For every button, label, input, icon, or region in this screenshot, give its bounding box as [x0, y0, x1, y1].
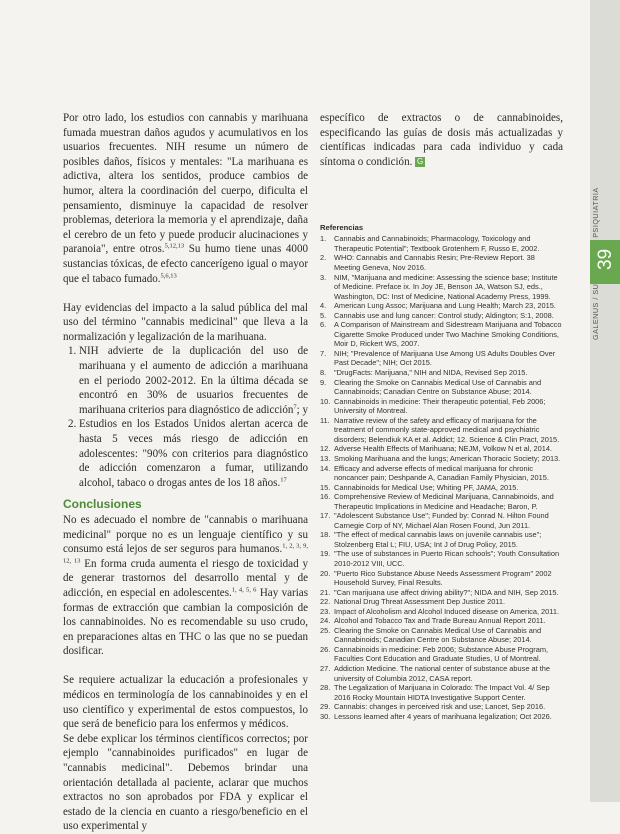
sidebar-strip [590, 0, 620, 802]
list-item-text: Estudios en los Estados Unidos alertan acerca de hasta 5 veces más riesgo de adicción en adolescentes: "90% con criterios para diagnóstico de adicción comenzaron a fumar, utilizando alcohol, tabaco o drogas antes de los 18 años. [79, 418, 308, 489]
reference-number: 15. [320, 482, 331, 492]
reference-text: Cannabis and Cannabinoids; Pharmacology, Toxicology and Therapeutic Potential"; Textbook Grotenhem F, Russo E, 2002. [334, 234, 540, 253]
reference-item [320, 397, 563, 416]
reference-item [320, 664, 563, 683]
reference-item [320, 273, 563, 302]
list-item [79, 344, 308, 417]
citation: 5,12,13 [164, 242, 185, 250]
reference-number: 25. [320, 625, 331, 635]
paragraph-text: Hay varias formas de extracción que cambian la composición de los cannabinoides. No es recomendable su uso crudo, en preparaciones altas en THC o las que no se puedan dosificar. [63, 586, 308, 658]
reference-item [320, 368, 563, 378]
reference-text: American Lung Assoc; Marijuana and Lung Health; March 23, 2015. [334, 301, 556, 311]
reference-item [320, 616, 563, 626]
reference-text: Narrative review of the safety and efficacy of marijuana for the treatment of commonly state-approved medical and psychiatric disorders; Belendiuk KA et al. Addict; 12. Science & Clin Pract, 2015. [334, 415, 560, 444]
reference-text: WHO: Cannabis and Cannabis Resin; Pre-Review Report. 38 Meeting Geneva, Nov 2016. [334, 253, 535, 273]
reference-number: 1. [320, 234, 327, 244]
reference-number: 18. [320, 530, 331, 540]
page-number-box [590, 240, 620, 284]
reference-item [320, 569, 563, 588]
reference-text: The Legalization of Marijuana in Colorado: The Impact Vol. 4/ Sep 2016 Rocky Mountain HIDTA Investigative Support Center. [334, 683, 550, 702]
paragraph-text: específico de extractos o de cannabinoides, especificando las guías de dosis más actualizadas y científicas indicadas para cada individuo y cada síntoma o condición. [320, 112, 563, 168]
reference-number: 4. [320, 301, 327, 311]
reference-number: 16. [320, 492, 331, 502]
reference-text: "Puerto Rico Substance Abuse Needs Assessment Program" 2002 Household Survey, Final Results. [334, 568, 552, 588]
reference-number: 17. [320, 511, 331, 521]
reference-number: 21. [320, 587, 331, 597]
reference-item [320, 378, 563, 397]
page-number: 39 [595, 248, 616, 270]
reference-text: Cannabinoids for Medical Use; Whiting PF, JAMA, 2015. [334, 482, 519, 492]
reference-text: Cannabinoids in medicine: Feb 2006; Substance Abuse Program, Faculties Cont Education and Graduate Studies, U of Montreal. [334, 644, 549, 664]
reference-number: 9. [320, 377, 327, 387]
reference-text: Efficacy and adverse effects of medical marijuana for chronic noncancer pain; Deshpande A, Canadian Family Physician, 2015. [334, 463, 549, 483]
reference-item [320, 253, 563, 272]
reference-text: Impact of Alcoholism and Alcohol Induced disease on America, 2011. [334, 606, 560, 616]
reference-text: A Comparison of Mainstream and Sidestream Marijuana and Tobacco Cigarette Smoke Produced under Two Machine Smoking Conditions, Moir D, Rickert WS, 2007. [334, 320, 562, 349]
section-heading: Conclusiones [63, 497, 142, 512]
reference-text: National Drug Threat Assessment Dep Justice 2011. [334, 597, 506, 607]
reference-item [320, 464, 563, 483]
paragraph-continuation [320, 111, 563, 169]
reference-item [320, 645, 563, 664]
paragraph-conclusion-1 [63, 513, 308, 659]
reference-item [320, 511, 563, 530]
reference-text: Comprehensive Review of Medicinal Marijuana, Cannabinoids, and Therapeutic Implications in Medicine and Headache; Baron, P. [334, 492, 554, 511]
reference-text: "DrugFacts: Marijuana," NIH and NIDA, Revised Sep 2015. [334, 368, 528, 378]
list-item-text: NIH advierte de la duplicación del uso de marihuana y el aumento de adicción a marihuana en el periodo 2002-2012. En la última década se encontró en 30% de usuarios frecuentes de marihuana criterios para diagnóstico de adicción [79, 345, 308, 416]
reference-number: 19. [320, 549, 331, 559]
reference-number: 29. [320, 702, 331, 712]
reference-text: Adverse Health Effects of Marihuana; NEJM, Volkow N et al, 2014. [334, 444, 552, 454]
paragraph-conclusion-2: Se requiere actualizar la educación a profesionales y médicos en terminología de los cannabinoides y en el uso científico y experimental de estos compuestos, lo que será de beneficio para los enfermos y médicos. [63, 674, 308, 731]
reference-item [320, 702, 563, 712]
reference-number: 5. [320, 310, 327, 320]
reference-text: "Can marijuana use affect driving ability?"; NIDA and NIH, Sep 2015. [334, 587, 559, 597]
reference-text: "The use of substances in Puerto Rican schools"; Youth Consultation 2010-2012 VIII, UCC. [334, 549, 560, 568]
reference-item [320, 349, 563, 368]
end-of-article-icon: G [417, 157, 424, 167]
reference-number: 6. [320, 320, 327, 330]
reference-number: 11. [320, 415, 330, 425]
reference-number: 3. [320, 272, 327, 282]
reference-text: Alcohol and Tobacco Tax and Trade Bureau Annual Report 2011. [334, 616, 546, 626]
reference-number: 2. [320, 253, 327, 263]
reference-text: "Adolescent Substance Use"; Funded by: Conrad N. Hilton Found Carnegie Corp of NY, Michael Alan Rosen Found, Jun 2011. [334, 511, 549, 530]
references-title: Referencias [320, 223, 364, 233]
reference-number: 26. [320, 644, 331, 654]
reference-text: NIM, "Marijuana and medicine: Assessing the science base; Institute of Medicine. Preface ix. In Joy JE, Benson JA, Watson SJ, eds., Washington, DC: Inst of Medicine, National Academy Press, 1999. [334, 272, 558, 301]
citation: 1, 2, 3, 9, 12, 13 [63, 542, 309, 565]
reference-number: 14. [320, 463, 331, 473]
reference-text: Clearing the Smoke on Cannabis Medical Use of Cannabis and Cannabinoids; Canadian Centre on Substance Abuse; 2014. [334, 625, 542, 645]
paragraph-public-health: Hay evidencias del impacto a la salud pública del mal uso del término "cannabis medicinal" que lleva a la normalización y legalización de la marihuana. [63, 301, 308, 343]
reference-text: NIH; "Prevalence of Marijuana Use Among US Adults Doubles Over Past Decade"; NIH; Oct 2015. [334, 348, 556, 368]
reference-item [320, 712, 563, 722]
paragraph-text: En forma cruda aumenta el riesgo de toxicidad y de generar trastornos del desarrollo mental y de adicción, en especial en adolescentes. [63, 557, 309, 599]
list-item [79, 417, 308, 490]
reference-text: Addiction Medicine. The national center of substance abuse at the university of Columbia 2012, CASA report. [334, 663, 550, 683]
reference-item [320, 320, 563, 349]
reference-item [320, 683, 563, 702]
reference-number: 24. [320, 616, 331, 626]
reference-number: 12. [320, 444, 331, 454]
citation: 1, 4, 5, 6 [231, 586, 257, 594]
right-column [320, 111, 563, 721]
reference-number: 22. [320, 597, 331, 607]
paragraph-text: Por otro lado, los estudios con cannabis y marihuana fumada muestran daños agudos y acumulativos en los usuarios frecuentes. NIH resume un número de posibles daños, físicos y mentales: "La marihuana es adictiva, altera los sentidos, produce cambios de humor, altera la coordinación del cuerpo, dificulta el pensamiento, disminuye la capacidad de resolver problemas, deteriora la memoria y el aprendizaje, daña el cerebro de un feto y puede producir alucinaciones y paranoia", entre otros. [63, 112, 308, 256]
list-item-text: ; y [296, 403, 309, 416]
reference-item [320, 607, 563, 617]
paragraph-conclusion-3: Se debe explicar los términos científicos correctos; por ejemplo "cannabinoides purificados" en lugar de "cannabis medicinal". Debemos brindar una orientación detallada al paciente, aclarar que muchos extractos no son aprobados por FDA y explicar el estado de la ciencia en cuanto a riesgo/beneficio en el uso experimental y [63, 732, 308, 833]
evidence-list [63, 344, 308, 490]
reference-number: 7. [320, 348, 327, 358]
reference-text: Cannabis: changes in perceived risk and use; Lancet, Sep 2016. [334, 702, 546, 712]
reference-item [320, 454, 563, 464]
reference-text: Smoking Marihuana and the lungs; American Thoracic Society; 2013. [334, 453, 561, 463]
paragraph-text: No es adecuado el nombre de "cannabis o marihuana medicinal" porque no es un lenguaje científico y su consumo está lejos de ser seguros para humanos. [63, 513, 308, 556]
paragraph-damages [63, 111, 308, 286]
reference-item [320, 483, 563, 493]
reference-number: 28. [320, 683, 331, 693]
reference-item [320, 549, 563, 568]
citation: 17 [280, 476, 287, 484]
reference-number: 8. [320, 368, 327, 378]
reference-item [320, 597, 563, 607]
reference-text: Cannabis use and lung cancer: Control study; Aldington; S:1, 2008. [334, 310, 554, 320]
reference-text: "The effect of medical cannabis laws on juvenile cannabis use"; Stolzenberg Etal L; FIU, USA; Int J of Drug Policy, 2015. [334, 530, 542, 549]
reference-number: 20. [320, 568, 331, 578]
reference-item [320, 301, 563, 311]
reference-item [320, 234, 563, 253]
reference-text: Clearing the Smoke on Cannabis Medical Use of Cannabis and Cannabinoids; Canadian Centre on Substance Abuse; 2014. [334, 377, 542, 397]
citation: 7 [293, 403, 297, 411]
paragraph-text: Su humo tiene unas 4000 sustancias tóxicas, de efecto cancerígeno igual o mayor que el tabaco fumado. [63, 243, 308, 285]
reference-item [320, 416, 563, 445]
reference-item [320, 444, 563, 454]
references-list [320, 234, 563, 721]
reference-text: Lessons learned after 4 years of marihuana legalization; Oct 2026. [334, 711, 552, 721]
reference-number: 13. [320, 453, 331, 463]
reference-item [320, 588, 563, 598]
reference-number: 30. [320, 711, 331, 721]
reference-item [320, 311, 563, 321]
left-column [63, 111, 308, 834]
citation: 5,6,13 [160, 271, 177, 279]
reference-number: 23. [320, 606, 331, 616]
reference-number: 10. [320, 396, 331, 406]
reference-number: 27. [320, 663, 331, 673]
reference-text: Cannabinoids in medicine: Their therapeutic potential, Feb 2006; University of Montreal. [334, 396, 546, 416]
reference-item [320, 626, 563, 645]
reference-item [320, 492, 563, 511]
reference-item [320, 530, 563, 549]
